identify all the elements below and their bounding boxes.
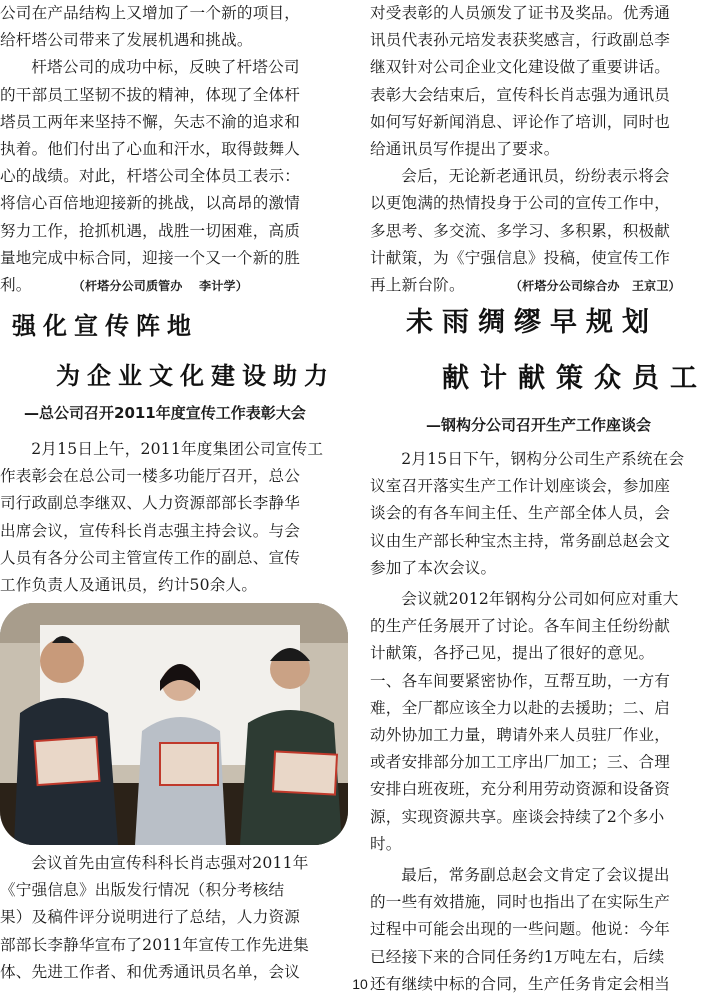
text-line: 计献策，各抒己见，提出了很好的意见。 [370, 644, 655, 663]
text-line: 表彰大会结束后，宣传科长肖志强为通讯员 [370, 85, 671, 104]
text-line: 体、先进工作者、和优秀通讯员名单，会议 [0, 962, 301, 981]
right-article-body [370, 446, 718, 998]
intro-paragraph-2 [0, 54, 350, 272]
text-line: 动外协加工力量，聘请外来人员驻厂作业， [370, 726, 671, 745]
intro-last-word: 利。 [0, 276, 32, 295]
continued-text [370, 0, 718, 300]
text-line: 还有继续中标的合同，生产任务肯定会相当 [370, 974, 671, 993]
intro-continued-text [0, 0, 350, 300]
text-line: 将信心百倍地迎接新的挑战，以高昂的激情 [0, 194, 301, 213]
text-line: 安排白班夜班，充分利用劳动资源和设备资 [370, 780, 671, 799]
left-article-paragraph-1 [0, 436, 350, 599]
right-article-paragraph-2 [370, 586, 718, 858]
right-article-subtitle: —钢构分公司召开生产工作座谈会 [426, 416, 652, 434]
text-line: 公司在产品结构上又增加了一个新的项目， [0, 4, 301, 22]
text-line: 源，实现资源共享。座谈会持续了2个多小 [370, 807, 665, 826]
text-line: 以更饱满的热情投身于公司的宣传工作中， [370, 194, 671, 213]
text-line: 多思考、多交流、多学习、多积累，积极献 [370, 221, 671, 240]
text-line: 量地完成中标合同，迎接一个又一个新的胜 [0, 248, 301, 267]
text-line: 2月15日上午，2011年度集团公司宣传工 [31, 440, 324, 458]
award-ceremony-photo [0, 603, 348, 845]
text-line: 作表彰会在总公司一楼多功能厅召开，总公 [0, 467, 301, 486]
text-line: 执着。他们付出了心血和汗水，取得鼓舞人 [0, 140, 301, 159]
left-article-body [0, 436, 350, 599]
intro-paragraph-1 [0, 0, 350, 54]
award-ceremony-photo-icon [0, 603, 348, 845]
text-line: 会议就2012年钢构分公司如何应对重大 [401, 590, 679, 609]
intro-last-line [0, 272, 350, 300]
right-article-title-line1: 未雨绸缪早规划 [406, 307, 658, 338]
text-line: 会议首先由宣传科科长肖志强对2011年 [31, 854, 309, 872]
text-line: 时。 [370, 834, 402, 853]
text-line: 出席会议，宣传科长肖志强主持会议。与会 [0, 521, 301, 540]
text-line: 过程中可能会出现的一些问题。他说：今年 [370, 920, 671, 939]
text-line: 部部长李静华宣布了2011年宣传工作先进集 [0, 935, 309, 954]
text-line: 果）及稿件评分说明进行了总结，人力资源 [0, 908, 301, 927]
text-line: 杆塔公司的成功中标，反映了杆塔公司 [31, 58, 300, 77]
text-line: 谈会的有各车间主任、生产部全体人员，会 [370, 504, 671, 523]
text-line: 给通讯员写作提出了要求。 [370, 140, 560, 159]
text-line: 塔员工两年来坚持不懈，矢志不渝的追求和 [0, 112, 301, 131]
text-line: 参加了本次会议。 [370, 558, 497, 577]
text-line: 的一些有效措施，同时也指出了在实际生产 [370, 893, 671, 912]
right-article-paragraph-1 [370, 446, 718, 582]
text-line: 讯员代表孙元培发表获奖感言，行政副总李 [370, 31, 671, 50]
text-line: 的生产任务展开了讨论。各车间主任纷纷献 [370, 617, 671, 636]
page-number: 10 [352, 976, 368, 992]
text-line: 工作负责人及通讯员，约计50余人。 [0, 576, 258, 595]
continued-paragraph [370, 0, 718, 163]
text-line: 努力工作，抢抓机遇，战胜一切困难，高质 [0, 221, 301, 240]
text-line: 议室召开落实生产工作计划座谈会，参加座 [370, 477, 671, 496]
text-line: 会后，无论新老通讯员，纷纷表示将会 [401, 167, 670, 186]
text-line: 计献策，为《宁强信息》投稿，使宣传工作 [370, 248, 671, 267]
text-line: 难，全厂都应该全力以赴的去援助；二、启 [370, 698, 671, 717]
text-line: 《宁强信息》出版发行情况（积分考核结 [0, 881, 285, 900]
text-line: 如何写好新闻消息、评论作了培训，同时也 [370, 112, 671, 131]
text-line: 心的战绩。对此，杆塔公司全体员工表示： [0, 167, 301, 186]
text-line: 议由生产部长种宝杰主持，常务副总赵会文 [370, 531, 671, 550]
left-article-title-line1: 强化宣传阵地 [12, 311, 198, 340]
left-article-subtitle: —总公司召开2011年度宣传工作表彰大会 [24, 404, 306, 422]
text-line: 已经接下来的合同任务约1万吨左右，后续 [370, 947, 665, 966]
text-line: 或者安排部分加工工序出厂加工；三、合理 [370, 753, 671, 772]
text-line: 一、各车间要紧密协作，互帮互助，一方有 [370, 671, 671, 690]
text-line: 的干部员工坚韧不拔的精神，体现了全体杆 [0, 85, 301, 104]
closing-last-words: 再上新台阶。 [370, 276, 465, 295]
text-line: 对受表彰的人员颁发了证书及奖品。优秀通 [370, 4, 671, 22]
text-line: 2月15日下午，钢构分公司生产系统在会 [401, 450, 685, 468]
closing-paragraph [370, 163, 718, 272]
closing-signature: （杆塔分公司综合办 王京卫） [509, 279, 681, 294]
right-article-title-line2: 献计献策众员工 [442, 363, 708, 394]
left-article-body-continued [0, 850, 350, 986]
closing-last-line [370, 272, 718, 300]
text-line: 继双针对公司企业文化建设做了重要讲话。 [370, 58, 671, 77]
text-line: 司行政副总李继双、人力资源部部长李静华 [0, 494, 301, 513]
left-article-title-line2: 为企业文化建设助力 [56, 361, 335, 390]
text-line: 最后，常务副总赵会文肯定了会议提出 [401, 866, 670, 885]
text-line: 人员有各分公司主管宣传工作的副总、宣传 [0, 548, 301, 567]
left-article-paragraph-2 [0, 850, 350, 986]
text-line: 给杆塔公司带来了发展机遇和挑战。 [0, 31, 253, 50]
intro-signature: （杆塔分公司质管办 李计学） [72, 279, 248, 294]
